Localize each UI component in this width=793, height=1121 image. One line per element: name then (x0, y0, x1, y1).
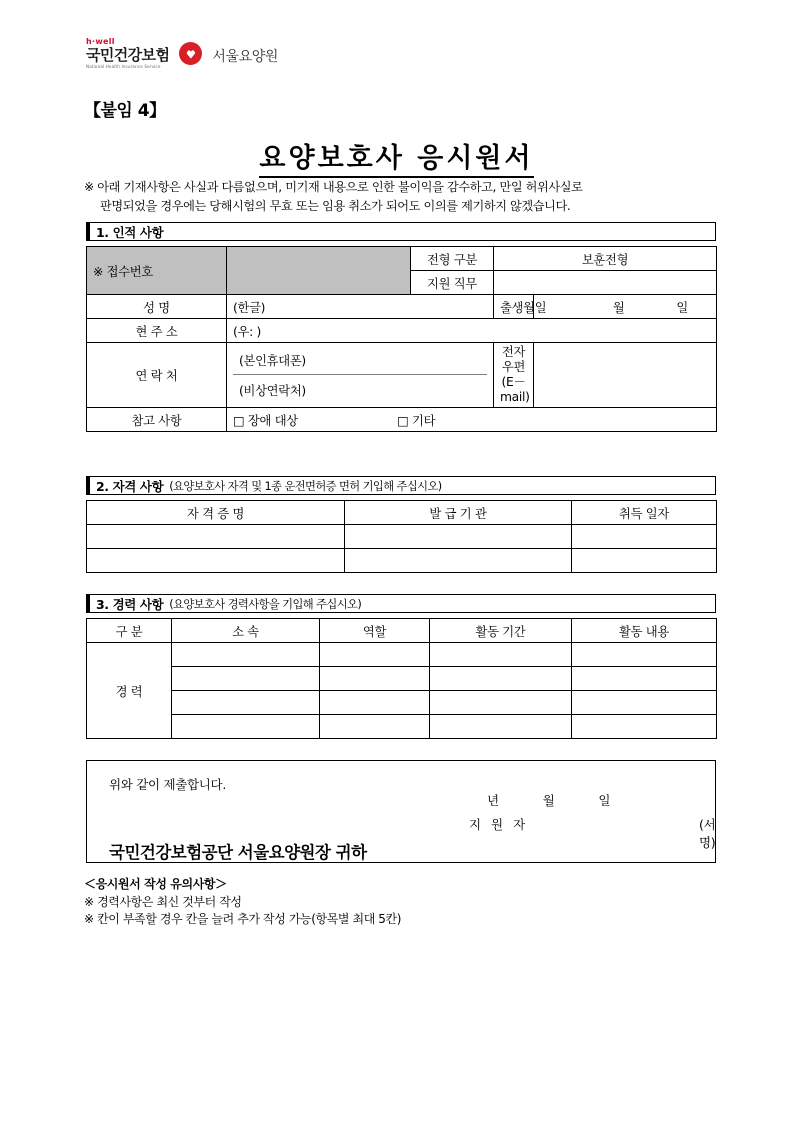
section3-hint: (요양보호사 경력사항을 기입해 주십시오) (169, 597, 362, 611)
section3-heading: 3. 경력 사항 (96, 596, 164, 612)
column-header-activity: 활동 내용 (572, 619, 717, 643)
submission-box (86, 760, 716, 863)
heart-icon (179, 42, 202, 65)
table-row (87, 667, 717, 691)
reference-label: 참고 사항 (87, 408, 227, 432)
email-label-line1: 전자 우편 (501, 345, 526, 374)
cell-certificate[interactable] (87, 525, 345, 549)
section-header-qualification (86, 476, 716, 495)
column-header-division: 구 분 (87, 619, 172, 643)
cell-affiliation[interactable] (172, 643, 320, 667)
logo-hwell-mark: h·well (86, 37, 115, 46)
cell-role[interactable] (320, 691, 430, 715)
submission-month-label: 월 (542, 793, 555, 808)
name-label: 성 명 (87, 295, 227, 319)
table-row (87, 295, 717, 319)
applicant-label: 지 원 자 (469, 817, 529, 832)
personal-info-table (86, 246, 717, 432)
logo-english-name: National Health Insurance Service (86, 64, 161, 69)
mobile-input[interactable]: (본인휴대폰) (233, 345, 487, 375)
contact-label: 연 락 처 (87, 343, 227, 408)
table-header-row (87, 619, 717, 643)
column-header-acquired-date: 취득 일자 (572, 501, 717, 525)
table-row (87, 247, 717, 271)
cell-role[interactable] (320, 715, 430, 739)
column-header-certificate: 자 격 증 명 (87, 501, 345, 525)
column-header-period: 활동 기간 (430, 619, 572, 643)
contact-inputs (227, 343, 494, 408)
section2-heading: 2. 자격 사항 (96, 478, 164, 494)
submission-date (487, 791, 650, 809)
section2-hint: (요양보호사 자격 및 1종 운전면허증 면허 기입해 주십시오) (169, 479, 442, 493)
receipt-number-value[interactable] (227, 247, 411, 295)
table-row (87, 715, 717, 739)
logo-text-block (86, 38, 169, 69)
submission-statement: 위와 같이 제출합니다. (109, 777, 226, 792)
checkbox-disability[interactable]: □ 장애 대상 (233, 413, 298, 428)
organization-logo (86, 38, 278, 69)
table-row (87, 691, 717, 715)
screening-type-value: 보훈전형 (494, 247, 717, 271)
column-header-affiliation: 소 속 (172, 619, 320, 643)
table-row (87, 525, 717, 549)
cell-activity[interactable] (572, 643, 717, 667)
cell-issuer[interactable] (345, 525, 572, 549)
cell-activity[interactable] (572, 715, 717, 739)
page-title (0, 136, 793, 175)
table-row (87, 408, 717, 432)
notice-text (84, 178, 720, 216)
cell-period[interactable] (430, 667, 572, 691)
cell-period[interactable] (430, 715, 572, 739)
cell-acquired-date[interactable] (572, 549, 717, 573)
cell-issuer[interactable] (345, 549, 572, 573)
address-label: 현 주 소 (87, 319, 227, 343)
birth-label: 출생월일 (494, 295, 534, 319)
email-input[interactable] (534, 343, 717, 408)
table-row (87, 343, 717, 408)
notice-line-1: ※ 아래 기재사항은 사실과 다름없으며, 미기재 내용으로 인한 불이익을 감수하고, 만일 허위사실로 (84, 180, 583, 194)
submission-day-label: 일 (598, 793, 611, 808)
applied-job-value[interactable] (494, 271, 717, 295)
table-header-row (87, 501, 717, 525)
cell-period[interactable] (430, 691, 572, 715)
column-header-role: 역할 (320, 619, 430, 643)
logo-branch-name: 서울요양원 (212, 49, 278, 66)
section-header-personal (86, 222, 716, 241)
address-input[interactable]: (우: ) (227, 319, 717, 343)
footnote-2: ※ 칸이 부족할 경우 칸을 늘려 추가 작성 가능(항목별 최대 5칸) (84, 912, 402, 926)
birth-value[interactable] (534, 295, 717, 319)
footnotes (84, 876, 401, 929)
qualification-table (86, 500, 717, 573)
footnote-1: ※ 경력사항은 최신 것부터 작성 (84, 894, 242, 909)
career-row-label: 경 력 (87, 643, 172, 739)
logo-korean-name: 국민건강보험 (86, 46, 170, 64)
cell-certificate[interactable] (87, 549, 345, 573)
submission-year-label: 년 (487, 793, 499, 808)
applied-job-label: 지원 직무 (411, 271, 494, 295)
table-row (87, 319, 717, 343)
page-title-text: 요양보호사 응시원서 (259, 143, 533, 178)
cell-period[interactable] (430, 643, 572, 667)
receipt-number-label: ※ 접수번호 (87, 247, 227, 295)
cell-role[interactable] (320, 667, 430, 691)
column-header-issuer: 발 급 기 관 (345, 501, 572, 525)
attachment-tag: 【붙임 4】 (84, 101, 166, 121)
cell-affiliation[interactable] (172, 715, 320, 739)
cell-activity[interactable] (572, 691, 717, 715)
screening-type-label: 전형 구분 (411, 247, 494, 271)
birth-day-label: 일 (676, 300, 689, 315)
signature-label[interactable]: (서명) (699, 817, 716, 850)
cell-acquired-date[interactable] (572, 525, 717, 549)
email-label (494, 343, 534, 408)
name-input[interactable]: (한글) (227, 295, 494, 319)
footnote-heading: ＜응시원서 작성 유의사항＞ (84, 877, 227, 891)
email-label-line2: (E－mail) (500, 375, 530, 404)
table-row (87, 643, 717, 667)
emergency-contact-input[interactable]: (비상연락처) (239, 384, 306, 398)
notice-line-2: 판명되었을 경우에는 당해시험의 무효 또는 임용 취소가 되어도 이의를 제기하지 않겠습니다. (100, 199, 571, 213)
recipient-organization: 국민건강보험공단 서울요양원장 귀하 (109, 843, 367, 862)
section1-heading: 1. 인적 사항 (96, 224, 164, 240)
checkbox-other[interactable]: □ 기타 (397, 413, 436, 428)
cell-affiliation[interactable] (172, 691, 320, 715)
reference-options (227, 408, 717, 432)
career-table (86, 618, 717, 739)
cell-affiliation[interactable] (172, 667, 320, 691)
table-row (87, 549, 717, 573)
cell-activity[interactable] (572, 667, 717, 691)
section-header-career (86, 594, 716, 613)
birth-month-label: 월 (612, 300, 625, 315)
cell-role[interactable] (320, 643, 430, 667)
